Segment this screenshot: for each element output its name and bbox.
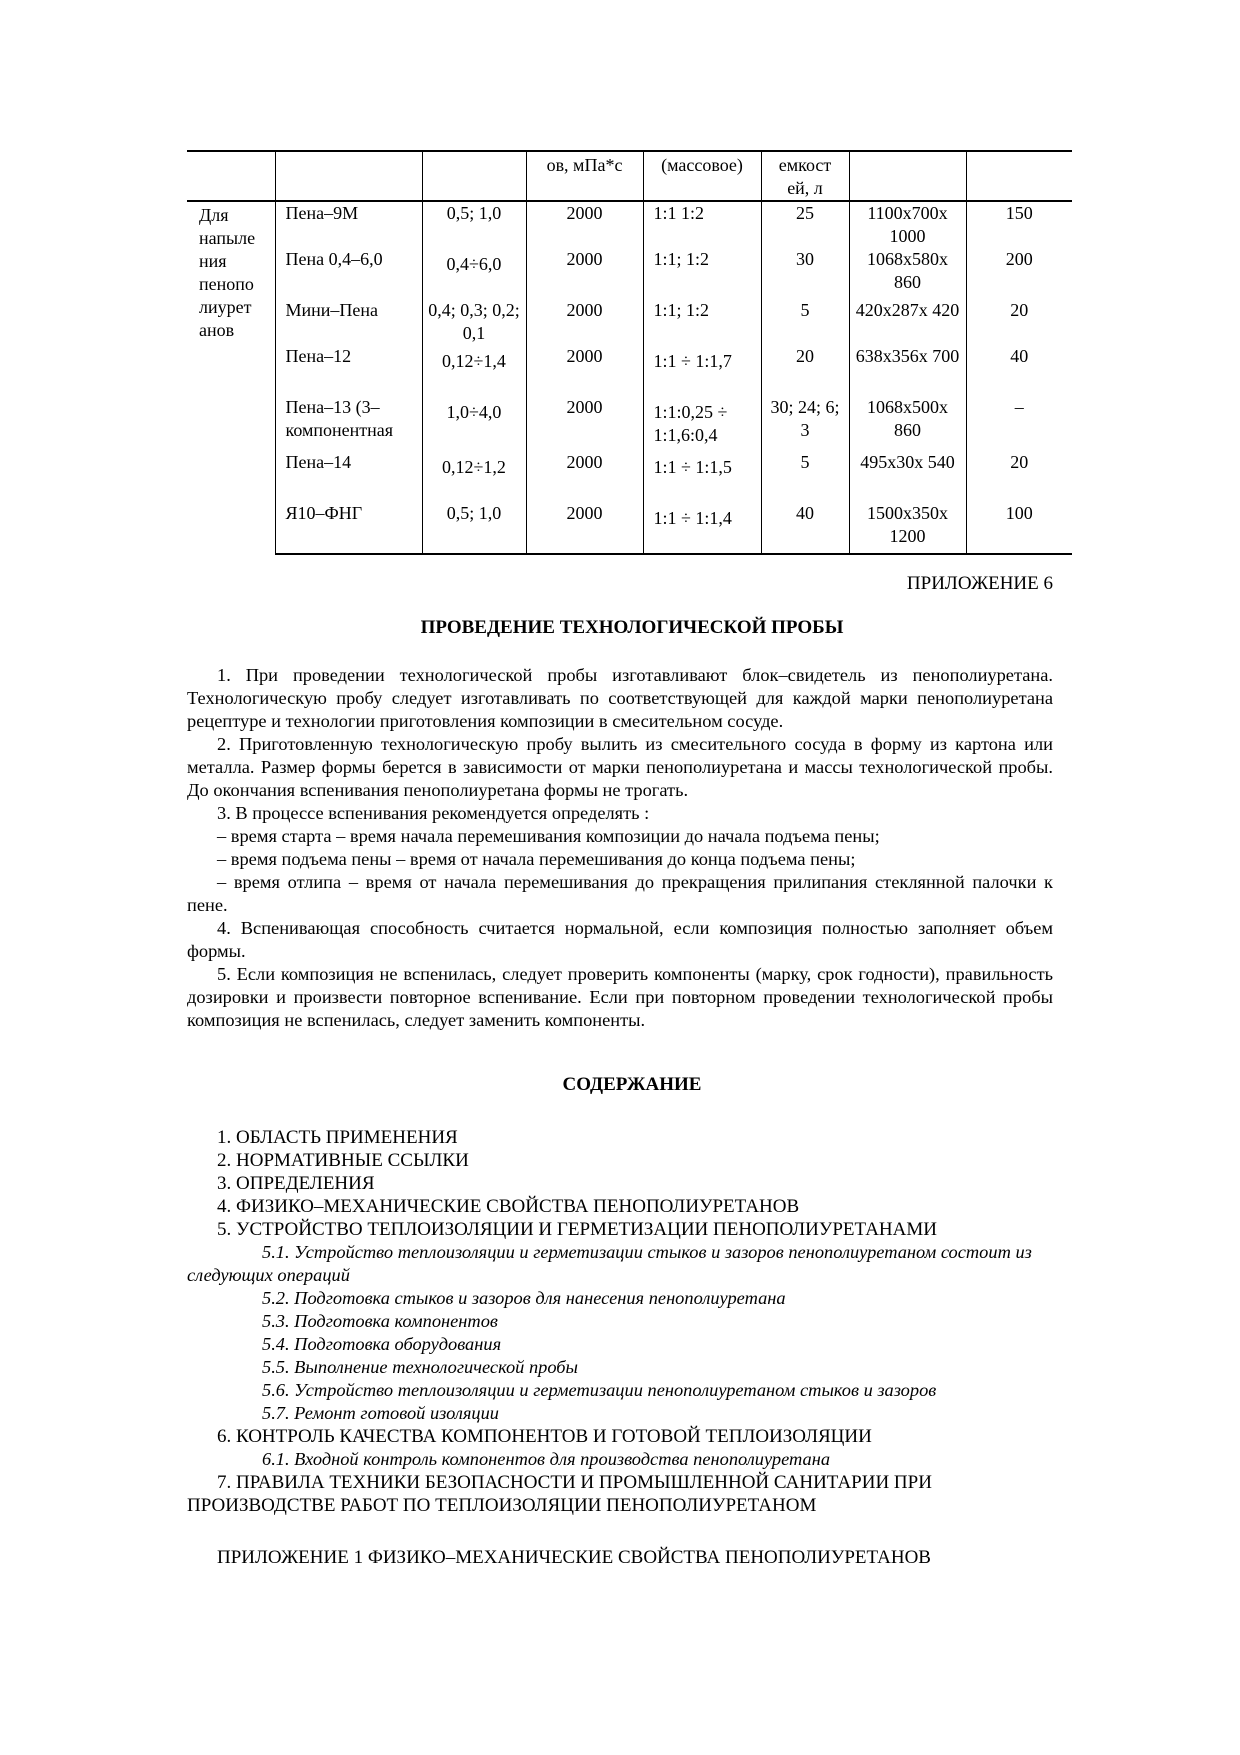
table-header-cell [422,151,526,201]
equipment-name-cell: Пена–13 (3– компонентная [275,396,422,451]
table-cell: 0,5; 1,0 [422,502,526,554]
table-cell: 1068x580x 860 [849,248,966,299]
table-cell: 40 [761,502,849,554]
toc-subsection: 5.2. Подготовка стыков и зазоров для нанесения пенополиуретана [262,1288,786,1308]
table-cell: 25 [761,201,849,248]
toc-title: СОДЕРЖАНИЕ [562,1074,702,1095]
toc-section: 4. ФИЗИКО–МЕХАНИЧЕСКИЕ СВОЙСТВА ПЕНОПОЛИУРЕТАНОВ [217,1196,800,1217]
table-cell: 20 [761,345,849,396]
toc-section: 5. УСТРОЙСТВО ТЕПЛОИЗОЛЯЦИИ И ГЕРМЕТИЗАЦИИ ПЕНОПОЛИУРЕТАНАМИ [217,1219,937,1240]
section-title: ПРОВЕДЕНИЕ ТЕХНОЛОГИЧЕСКОЙ ПРОБЫ [420,617,844,638]
table-header-row [187,151,1072,201]
table-cell: 2000 [526,299,643,345]
table-cell: 2000 [526,345,643,396]
table-row [187,248,1072,299]
table-cell: 1500x350x 1200 [849,502,966,554]
table-cell: 2000 [526,248,643,299]
table-row [187,451,1072,502]
table-cell: 495x30x 540 [849,451,966,502]
toc-subsection: 5.3. Подготовка компонентов [262,1311,498,1331]
toc-subsection: 5.4. Подготовка оборудования [262,1334,502,1354]
table-cell: 0,5; 1,0 [422,201,526,248]
equipment-name-cell: Пена–12 [275,345,422,396]
table-header-cell [966,151,1072,201]
toc-subsection: 5.5. Выполнение технологической пробы [262,1357,579,1377]
purpose-cell: Для напыле ния пенопо лиурет анов [199,205,256,340]
table-header-cell [275,151,422,201]
paragraph: – время отлипа – время от начала перемешивания до прекращения прилипания стеклянной палочки к пене. [187,872,1053,915]
paragraph: – время старта – время начала перемешивания композиции до начала подъема пены; [217,826,880,846]
table-row [187,299,1072,345]
equipment-name-cell: Пена–14 [275,451,422,502]
table-cell: 1:1:0,25 ÷ 1:1,6:0,4 [643,396,761,451]
table-cell: 1,0÷4,0 [422,396,526,451]
table-cell: 40 [966,345,1072,396]
paragraph: 3. В процессе вспенивания рекомендуется определять : [217,803,650,823]
table-cell: 100 [966,502,1072,554]
table-cell: 1:1 ÷ 1:1,4 [643,502,761,554]
table-cell: 150 [966,201,1072,248]
paragraph: – время подъема пены – время от начала перемешивания до конца подъема пены; [217,849,856,869]
table-cell: 0,4; 0,3; 0,2; 0,1 [422,299,526,345]
toc-section: 2. НОРМАТИВНЫЕ ССЫЛКИ [217,1150,469,1171]
table-cell: 1:1 ÷ 1:1,7 [643,345,761,396]
equipment-name-cell: Мини–Пена [275,299,422,345]
table-cell: 2000 [526,502,643,554]
toc-subsection: 5.1. Устройство теплоизоляции и герметизации стыков и зазоров пенополиуретаном состоит из следующих операций [187,1242,1032,1285]
table-row [187,201,1072,248]
equipment-name-cell: Пена 0,4–6,0 [275,248,422,299]
table-cell: 1:1 1:2 [643,201,761,248]
table-cell: 30 [761,248,849,299]
equipment-name-cell: Пена–9М [275,201,422,248]
toc-subsection: 5.6. Устройство теплоизоляции и герметизации пенополиуретаном стыков и зазоров [262,1380,937,1400]
table-header-cell [187,151,275,201]
toc-section: 1. ОБЛАСТЬ ПРИМЕНЕНИЯ [217,1127,458,1148]
table-cell: 0,12÷1,2 [422,451,526,502]
table-row [187,345,1072,396]
table-cell: 638x356x 700 [849,345,966,396]
table-cell: 2000 [526,396,643,451]
table-cell: 1:1; 1:2 [643,248,761,299]
table-of-contents [187,1126,1077,1517]
paragraph: 5. Если композиция не вспенилась, следует проверить компоненты (марку, срок годности), правильность дозировки и произвести повторное вспенивание. Если при повторном проведении технологической пробы композиция не вспенилась, следует заменить компоненты. [187,964,1053,1030]
equipment-table [187,150,1072,555]
table-cell: 1100x700x 1000 [849,201,966,248]
table-row [187,502,1072,554]
table-header-cell [849,151,966,201]
table-cell: 1:1 ÷ 1:1,5 [643,451,761,502]
paragraph: 2. Приготовленную технологическую пробу вылить из смесительного сосуда в форму из картона или металла. Размер формы берется в зависимости от марки пенополиуретана и массы технологической пробы. До окончания вспенивания пенополиуретана формы не трогать. [187,734,1053,800]
table-cell: 420x287x 420 [849,299,966,345]
paragraph: 4. Вспенивающая способность считается нормальной, если композиция полностью заполняет объем формы. [187,918,1053,961]
toc-section: 6. КОНТРОЛЬ КАЧЕСТВА КОМПОНЕНТОВ И ГОТОВОЙ ТЕПЛОИЗОЛЯЦИИ [217,1426,872,1447]
table-cell: 2000 [526,201,643,248]
toc-section: 3. ОПРЕДЕЛЕНИЯ [217,1173,375,1194]
table-cell: 5 [761,451,849,502]
table-row [187,396,1072,451]
body-text [187,664,1053,1032]
toc-section: 7. ПРАВИЛА ТЕХНИКИ БЕЗОПАСНОСТИ И ПРОМЫШЛЕННОЙ САНИТАРИИ ПРИ ПРОИЗВОДСТВЕ РАБОТ ПО ТЕПЛОИЗОЛЯЦИИ ПЕНОПОЛИУРЕТАНОМ [187,1472,932,1516]
table-cell: 20 [966,299,1072,345]
appendix-label: ПРИЛОЖЕНИЕ 6 [906,573,1053,594]
table-cell: 20 [966,451,1072,502]
table-header-cell: емкост ей, л [761,151,849,201]
table-cell: 0,12÷1,4 [422,345,526,396]
table-header-cell: (массовое) [643,151,761,201]
table-cell: 1:1; 1:2 [643,299,761,345]
appendix-1-entry: ПРИЛОЖЕНИЕ 1 ФИЗИКО–МЕХАНИЧЕСКИЕ СВОЙСТВА ПЕНОПОЛИУРЕТАНОВ [217,1547,931,1568]
table-cell: 2000 [526,451,643,502]
table-cell: 5 [761,299,849,345]
table-cell: 0,4÷6,0 [422,248,526,299]
table-cell: 1068x500x 860 [849,396,966,451]
paragraph: 1. При проведении технологической пробы изготавливают блок–свидетель из пенополиуретана. Технологическую пробу следует изготавливать по соответствующей для каждой марки пенополиуретана рецептуре и технологии приготовления композиции в смесительном сосуде. [187,665,1053,731]
equipment-name-cell: Я10–ФНГ [275,502,422,554]
table-header-cell: ов, мПа*с [526,151,643,201]
table-cell: – [966,396,1072,451]
table-cell: 30; 24; 6; 3 [761,396,849,451]
toc-subsection: 5.7. Ремонт готовой изоляции [262,1403,499,1423]
toc-subsection: 6.1. Входной контроль компонентов для производства пенополиуретана [262,1449,831,1469]
table-cell: 200 [966,248,1072,299]
